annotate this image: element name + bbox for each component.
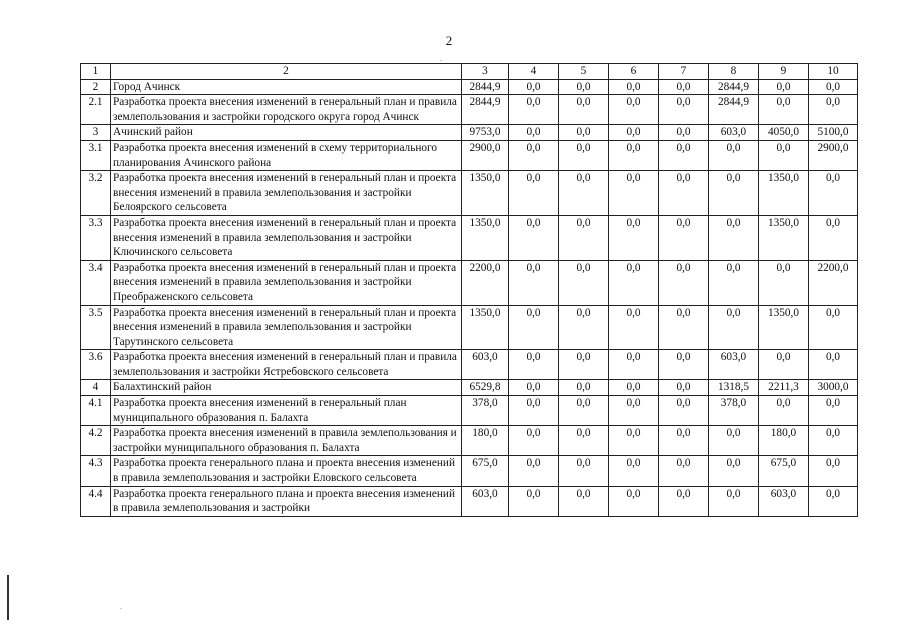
value-cell: 0,0: [609, 79, 659, 95]
value-cell: 2200,0: [462, 260, 509, 305]
value-cell: 0,0: [759, 350, 809, 380]
value-cell: 0,0: [659, 95, 709, 125]
value-cell: 0,0: [759, 396, 809, 426]
table-row: [81, 215, 858, 260]
value-cell: 2211,3: [759, 380, 809, 396]
value-cell: 0,0: [759, 260, 809, 305]
value-cell: 0,0: [559, 215, 609, 260]
value-cell: 0,0: [559, 171, 609, 216]
row-number: 3.5: [81, 305, 111, 350]
value-cell: 2900,0: [809, 140, 858, 170]
value-cell: 1350,0: [759, 305, 809, 350]
value-cell: 0,0: [609, 95, 659, 125]
value-cell: 0,0: [509, 486, 559, 516]
column-header: 6: [609, 64, 659, 80]
table-row: [81, 456, 858, 486]
value-cell: 0,0: [709, 260, 759, 305]
row-number: 3.3: [81, 215, 111, 260]
value-cell: 0,0: [609, 350, 659, 380]
value-cell: 2900,0: [462, 140, 509, 170]
value-cell: 0,0: [809, 396, 858, 426]
value-cell: 0,0: [809, 350, 858, 380]
row-name: Разработка проекта внесения изменений в генеральный план и проекта внесения изменений в правила землепользования и застройки Ключинского сельсовета: [111, 215, 462, 260]
page-number: 2: [445, 33, 453, 48]
value-cell: 2844,9: [709, 95, 759, 125]
value-cell: 0,0: [509, 140, 559, 170]
value-cell: 0,0: [609, 125, 659, 141]
value-cell: 0,0: [609, 380, 659, 396]
row-number: 2: [81, 79, 111, 95]
value-cell: 0,0: [609, 396, 659, 426]
value-cell: 0,0: [559, 426, 609, 456]
value-cell: 0,0: [559, 260, 609, 305]
value-cell: 0,0: [659, 305, 709, 350]
value-cell: 378,0: [462, 396, 509, 426]
row-number: 4.2: [81, 426, 111, 456]
value-cell: 0,0: [809, 305, 858, 350]
value-cell: 0,0: [709, 140, 759, 170]
row-number: 4: [81, 380, 111, 396]
value-cell: 0,0: [509, 380, 559, 396]
value-cell: 0,0: [509, 215, 559, 260]
table-row: [81, 396, 858, 426]
value-cell: 0,0: [559, 380, 609, 396]
scan-speck: [440, 60, 442, 61]
row-number: 4.3: [81, 456, 111, 486]
value-cell: 0,0: [659, 215, 709, 260]
table-row: [81, 305, 858, 350]
value-cell: 2200,0: [809, 260, 858, 305]
value-cell: 4050,0: [759, 125, 809, 141]
table-row: [81, 140, 858, 170]
value-cell: 0,0: [559, 456, 609, 486]
value-cell: 675,0: [462, 456, 509, 486]
value-cell: 0,0: [609, 140, 659, 170]
value-cell: 0,0: [509, 456, 559, 486]
table-row: [81, 380, 858, 396]
value-cell: 180,0: [759, 426, 809, 456]
value-cell: 0,0: [559, 350, 609, 380]
value-cell: 0,0: [659, 426, 709, 456]
value-cell: 0,0: [809, 95, 858, 125]
value-cell: 0,0: [559, 486, 609, 516]
column-header: 7: [659, 64, 709, 80]
value-cell: 0,0: [609, 260, 659, 305]
value-cell: 0,0: [659, 396, 709, 426]
column-header: 1: [81, 64, 111, 80]
value-cell: 603,0: [709, 350, 759, 380]
table-row: [81, 171, 858, 216]
row-name: Разработка проекта внесения изменений в правила землепользования и застройки муниципального образования п. Балахта: [111, 426, 462, 456]
column-header: 3: [462, 64, 509, 80]
value-cell: 9753,0: [462, 125, 509, 141]
value-cell: 603,0: [462, 350, 509, 380]
row-number: 3.2: [81, 171, 111, 216]
value-cell: 0,0: [609, 171, 659, 216]
value-cell: 0,0: [809, 486, 858, 516]
value-cell: 0,0: [659, 171, 709, 216]
column-header: 2: [111, 64, 462, 80]
value-cell: 0,0: [559, 305, 609, 350]
value-cell: 1350,0: [759, 215, 809, 260]
row-number: 3: [81, 125, 111, 141]
column-header: 8: [709, 64, 759, 80]
value-cell: 0,0: [709, 456, 759, 486]
column-header-row: [81, 64, 858, 80]
value-cell: 603,0: [709, 125, 759, 141]
row-name: Разработка проекта внесения изменений в генеральный план и проекта внесения изменений в правила землепользования и застройки Тарутинского сельсовета: [111, 305, 462, 350]
value-cell: 0,0: [759, 140, 809, 170]
value-cell: 0,0: [709, 426, 759, 456]
value-cell: 0,0: [509, 305, 559, 350]
value-cell: 0,0: [559, 140, 609, 170]
value-cell: 0,0: [659, 380, 709, 396]
row-name: Разработка проекта внесения изменений в генеральный план и проекта внесения изменений в правила землепользования и застройки Белоярского сельсовета: [111, 171, 462, 216]
value-cell: 0,0: [609, 486, 659, 516]
value-cell: 0,0: [709, 305, 759, 350]
value-cell: 6529,8: [462, 380, 509, 396]
value-cell: 0,0: [659, 260, 709, 305]
value-cell: 0,0: [659, 140, 709, 170]
value-cell: 1318,5: [709, 380, 759, 396]
row-name: Разработка проекта внесения изменений в генеральный план и правила землепользования и застройки Ястребовского сельсовета: [111, 350, 462, 380]
value-cell: 0,0: [709, 171, 759, 216]
scan-speck: [120, 608, 122, 609]
value-cell: 0,0: [559, 95, 609, 125]
value-cell: 675,0: [759, 456, 809, 486]
value-cell: 0,0: [509, 396, 559, 426]
value-cell: 0,0: [609, 215, 659, 260]
value-cell: 180,0: [462, 426, 509, 456]
value-cell: 0,0: [809, 456, 858, 486]
row-name: Балахтинский район: [111, 380, 462, 396]
value-cell: 1350,0: [759, 171, 809, 216]
column-header: 4: [509, 64, 559, 80]
value-cell: 378,0: [709, 396, 759, 426]
value-cell: 0,0: [609, 456, 659, 486]
value-cell: 0,0: [809, 171, 858, 216]
row-name: Разработка проекта генерального плана и проекта внесения изменений в правила землепользования и застройки Еловского сельсовета: [111, 456, 462, 486]
value-cell: 2844,9: [462, 95, 509, 125]
column-header: 9: [759, 64, 809, 80]
value-cell: 0,0: [509, 426, 559, 456]
value-cell: 5100,0: [809, 125, 858, 141]
value-cell: 1350,0: [462, 215, 509, 260]
table-row: [81, 79, 858, 95]
row-number: 3.4: [81, 260, 111, 305]
value-cell: 0,0: [559, 79, 609, 95]
value-cell: 0,0: [659, 79, 709, 95]
column-header: 5: [559, 64, 609, 80]
row-number: 2.1: [81, 95, 111, 125]
value-cell: 0,0: [709, 215, 759, 260]
table-row: [81, 486, 858, 516]
value-cell: 0,0: [809, 79, 858, 95]
value-cell: 3000,0: [809, 380, 858, 396]
row-name: Разработка проекта внесения изменений в генеральный план муниципального образования п. Балахта: [111, 396, 462, 426]
value-cell: 0,0: [709, 486, 759, 516]
value-cell: 0,0: [509, 79, 559, 95]
row-name: Разработка проекта внесения изменений в схему территориального планирования Ачинского района: [111, 140, 462, 170]
margin-rule: [7, 575, 9, 620]
value-cell: 0,0: [509, 350, 559, 380]
value-cell: 0,0: [509, 260, 559, 305]
value-cell: 0,0: [809, 215, 858, 260]
row-name: Разработка проекта генерального плана и проекта внесения изменений в правила землепользования и застройки: [111, 486, 462, 516]
value-cell: 0,0: [509, 125, 559, 141]
value-cell: 0,0: [759, 79, 809, 95]
value-cell: 2844,9: [462, 79, 509, 95]
value-cell: 0,0: [609, 305, 659, 350]
row-number: 3.1: [81, 140, 111, 170]
row-name: Город Ачинск: [111, 79, 462, 95]
value-cell: 0,0: [659, 456, 709, 486]
row-name: Разработка проекта внесения изменений в генеральный план и правила землепользования и застройки городского округа город Ачинск: [111, 95, 462, 125]
column-header: 10: [809, 64, 858, 80]
value-cell: 603,0: [759, 486, 809, 516]
row-name: Ачинский район: [111, 125, 462, 141]
value-cell: 0,0: [759, 95, 809, 125]
row-number: 4.1: [81, 396, 111, 426]
value-cell: 0,0: [659, 125, 709, 141]
table-row: [81, 95, 858, 125]
value-cell: 0,0: [509, 95, 559, 125]
value-cell: 0,0: [559, 125, 609, 141]
value-cell: 0,0: [609, 426, 659, 456]
value-cell: 0,0: [659, 350, 709, 380]
row-number: 4.4: [81, 486, 111, 516]
value-cell: 2844,9: [709, 79, 759, 95]
budget-table: [80, 63, 858, 517]
table-row: [81, 426, 858, 456]
table-row: [81, 350, 858, 380]
table-row: [81, 125, 858, 141]
value-cell: 0,0: [559, 396, 609, 426]
value-cell: 0,0: [659, 486, 709, 516]
row-name: Разработка проекта внесения изменений в генеральный план и проекта внесения изменений в правила землепользования и застройки Преображенского сельсовета: [111, 260, 462, 305]
value-cell: 0,0: [809, 426, 858, 456]
value-cell: 1350,0: [462, 171, 509, 216]
value-cell: 0,0: [509, 171, 559, 216]
value-cell: 603,0: [462, 486, 509, 516]
row-number: 3.6: [81, 350, 111, 380]
value-cell: 1350,0: [462, 305, 509, 350]
table-row: [81, 260, 858, 305]
